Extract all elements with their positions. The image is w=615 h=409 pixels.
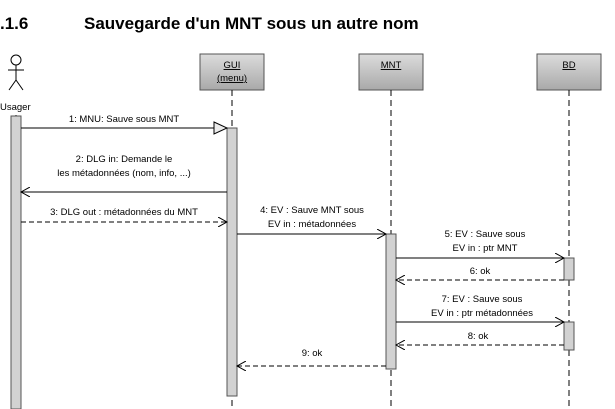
usager-activation bbox=[11, 116, 21, 409]
gui-activation bbox=[227, 128, 237, 396]
actor-head bbox=[11, 55, 21, 65]
message-4-label-line1: 4: EV : Sauve MNT sous bbox=[260, 205, 364, 216]
lifeline-bd bbox=[537, 54, 601, 90]
section-number: .1.6 bbox=[0, 14, 29, 33]
message-1-arrowhead bbox=[214, 122, 227, 134]
actor-name: Usager bbox=[0, 102, 31, 113]
message-3-label: 3: DLG out : métadonnées du MNT bbox=[50, 207, 198, 218]
bd-label: BD bbox=[562, 60, 576, 71]
message-2-label-line1: 2: DLG in: Demande le bbox=[75, 154, 173, 165]
message-8-label: 8: ok bbox=[467, 331, 489, 342]
message-1-label: 1: MNU: Sauve sous MNT bbox=[68, 114, 180, 125]
gui-label-line2: (menu) bbox=[216, 73, 248, 84]
message-9-label: 9: ok bbox=[301, 348, 323, 359]
mnt-label: MNT bbox=[380, 60, 402, 71]
message-7-label-line1: 7: EV : Sauve sous bbox=[441, 294, 523, 305]
message-4-label-line2: EV in : métadonnées bbox=[267, 219, 357, 230]
message-7-label-line2: EV in : ptr métadonnées bbox=[431, 308, 533, 319]
actor-usager bbox=[0, 55, 31, 113]
bd-activation-1 bbox=[564, 258, 574, 280]
section-title: Sauvegarde d'un MNT sous un autre nom bbox=[84, 14, 419, 33]
lifeline-gui bbox=[200, 54, 264, 90]
message-5-label-line2: EV in : ptr MNT bbox=[452, 243, 518, 254]
lifeline-mnt bbox=[359, 54, 423, 90]
bd-activation-2 bbox=[564, 322, 574, 350]
gui-label-line1: GUI bbox=[223, 60, 241, 71]
message-6-label: 6: ok bbox=[469, 266, 491, 277]
mnt-activation bbox=[386, 234, 396, 369]
message-5-label-line1: 5: EV : Sauve sous bbox=[444, 229, 526, 240]
message-2-label-line2: les métadonnées (nom, info, ...) bbox=[57, 168, 191, 179]
